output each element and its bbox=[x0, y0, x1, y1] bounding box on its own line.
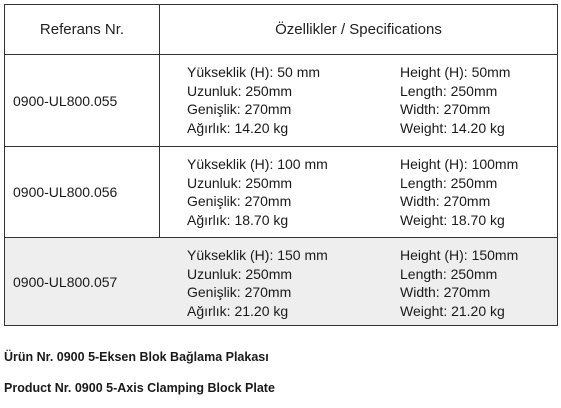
spec-list-turkish bbox=[187, 63, 320, 137]
spec-column-header: Özellikler / Specifications bbox=[275, 21, 442, 38]
spec-item: Width: 270mm bbox=[400, 193, 491, 209]
spec-item: Height (H): 50mm bbox=[400, 64, 511, 80]
spec-item: Weight: 18.70 kg bbox=[400, 211, 505, 228]
ref-cell: 0900-UL800.055 bbox=[13, 92, 118, 109]
ref-column-header: Referans Nr. bbox=[39, 21, 125, 38]
ref-cell: 0900-UL800.057 bbox=[13, 273, 118, 290]
spec-item: Ağırlık: 18.70 kg bbox=[187, 211, 289, 228]
spec-item: Uzunluk: 250mm bbox=[187, 82, 293, 99]
table-row bbox=[5, 146, 557, 237]
table-header-row bbox=[5, 5, 557, 54]
spec-list-turkish bbox=[187, 246, 328, 320]
table-row bbox=[5, 54, 557, 146]
spec-list-english bbox=[400, 155, 518, 229]
spec-list-turkish bbox=[187, 155, 328, 229]
spec-item: Yükseklik (H): 150 mm bbox=[187, 247, 328, 263]
spec-item: Genişlik: 270mm bbox=[187, 284, 292, 300]
spec-item: Yükseklik (H): 100 mm bbox=[187, 156, 328, 172]
spec-item: Weight: 14.20 kg bbox=[400, 119, 505, 136]
spec-item: Genişlik: 270mm bbox=[187, 193, 292, 209]
spec-table bbox=[4, 4, 558, 326]
table-row-highlighted bbox=[5, 237, 557, 325]
spec-item: Width: 270mm bbox=[400, 101, 491, 117]
spec-item: Height (H): 100mm bbox=[400, 156, 519, 172]
spec-item: Genişlik: 270mm bbox=[187, 101, 292, 117]
spec-item: Height (H): 150mm bbox=[400, 247, 519, 263]
spec-item: Yükseklik (H): 50 mm bbox=[187, 64, 321, 80]
spec-item: Weight: 21.20 kg bbox=[400, 302, 505, 319]
spec-item: Ağırlık: 14.20 kg bbox=[187, 119, 289, 136]
spec-item: Ağırlık: 21.20 kg bbox=[187, 302, 289, 319]
ref-cell: 0900-UL800.056 bbox=[13, 184, 118, 200]
spec-item: Uzunluk: 250mm bbox=[187, 265, 293, 282]
spec-list-english bbox=[400, 246, 518, 320]
spec-list-english bbox=[400, 63, 510, 137]
spec-item: Length: 250mm bbox=[400, 265, 498, 282]
spec-item: Length: 250mm bbox=[400, 82, 498, 99]
spec-item: Width: 270mm bbox=[400, 284, 491, 300]
spec-item: Uzunluk: 250mm bbox=[187, 174, 293, 191]
product-caption-turkish: Ürün Nr. 0900 5-Eksen Blok Bağlama Plakası bbox=[4, 350, 269, 364]
spec-item: Length: 250mm bbox=[400, 174, 498, 191]
product-caption-english: Product Nr. 0900 5-Axis Clamping Block Plate bbox=[4, 381, 275, 395]
